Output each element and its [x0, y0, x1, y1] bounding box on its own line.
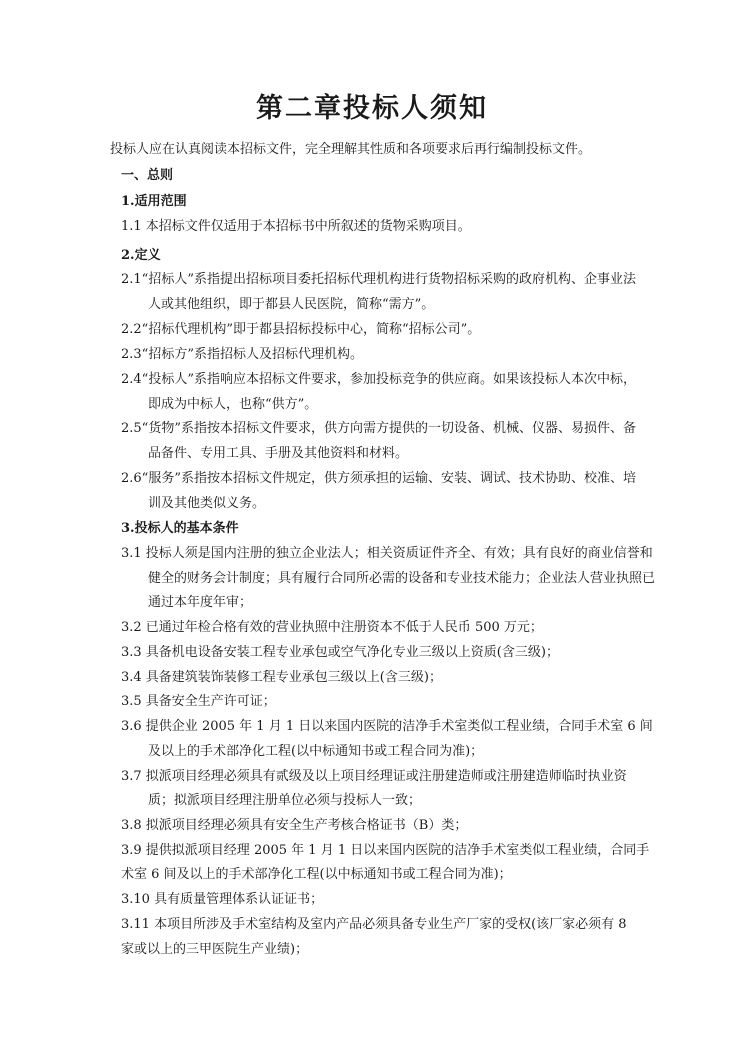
clause-3-1-line3: 通过本年度年审；	[148, 595, 253, 610]
clause-2-4-line2: 即成为中标人，也称“供方”。	[148, 397, 318, 412]
clause-3-5: 3.5 具备安全生产许可证；	[121, 694, 276, 709]
section-general-heading: 一、总则	[121, 168, 174, 183]
clause-3-11-line2: 家或以上的三甲医院生产业绩)；	[121, 942, 309, 957]
clause-3-9-line1: 3.9 提供拟派项目经理 2005 年 1 月 1 日以来国内医院的洁净手术室类似工程业绩，合同手	[121, 843, 650, 858]
clause-2-6-line1: 2.6“服务”系指按本招标文件规定，供方须承担的运输、安装、调试、技术协助、校准、培	[121, 471, 636, 486]
clause-2-5-line1: 2.5“货物”系指按本招标文件要求，供方向需方提供的一切设备、机械、仪器、易损件、备	[121, 421, 636, 436]
clause-3-6-line2: 及以上的手术部净化工程(以中标通知书或工程合同为准)；	[148, 744, 484, 759]
intro-paragraph: 投标人应在认真阅读本招标文件，完全理解其性质和各项要求后再行编制投标文件。	[110, 142, 592, 157]
clause-2-3: 2.3“招标方”系指招标人及招标代理机构。	[121, 347, 363, 362]
clause-3-3: 3.3 具备机电设备安装工程专业承包或空气净化专业三级以上资质(含三级)；	[121, 645, 559, 660]
clause-1-1: 1.1 本招标文件仅适用于本招标书中所叙述的货物采购项目。	[121, 219, 471, 234]
clause-3-6-line1: 3.6 提供企业 2005 年 1 月 1 日以来国内医院的洁净手术室类似工程业绩，合同手术室 6 间	[121, 719, 653, 734]
clause-2-6-line2: 训及其他类似义务。	[148, 496, 266, 511]
clause-3-8: 3.8 拟派项目经理必须具有安全生产考核合格证书（B）类；	[121, 818, 468, 833]
clause-2-5-line2: 品备件、专用工具、手册及其他资料和材料。	[148, 446, 409, 461]
clause-3-2: 3.2 已通过年检合格有效的营业执照中注册资本不低于人民币 500 万元；	[121, 620, 543, 635]
clause-3-10: 3.10 具有质量管理体系认证证书；	[121, 892, 324, 907]
clause-2-4-line1: 2.4“投标人”系指响应本招标文件要求，参加投标竞争的供应商。如果该投标人本次中标，	[121, 372, 636, 387]
heading-scope: 1.适用范围	[121, 194, 187, 209]
clause-3-7-line2: 质；拟派项目经理注册单位必须与投标人一致；	[148, 793, 422, 808]
clause-3-7-line1: 3.7 拟派项目经理必须具有贰级及以上项目经理证或注册建造师或注册建造师临时执业资	[121, 769, 627, 784]
clause-2-1-line1: 2.1“招标人”系指提出招标项目委托招标代理机构进行货物招标采购的政府机构、企事业法	[121, 272, 636, 287]
clause-3-9-line2: 术室 6 间及以上的手术部净化工程(以中标通知书或工程合同为准)；	[121, 867, 512, 882]
clause-3-1-line2: 健全的财务会计制度；具有履行合同所必需的设备和专业技术能力；企业法人营业执照已	[148, 571, 656, 586]
heading-basic-conditions: 3.投标人的基本条件	[121, 521, 239, 536]
heading-definitions: 2.定义	[121, 248, 161, 263]
clause-2-1-line2: 人或其他组织，即于都县人民医院，简称“需方”。	[148, 297, 435, 312]
clause-3-1-line1: 3.1 投标人须是国内注册的独立企业法人；相关资质证件齐全、有效；具有良好的商业信誉和	[121, 546, 653, 561]
clause-3-4: 3.4 具备建筑装饰装修工程专业承包三级以上(含三级)；	[121, 670, 442, 685]
clause-3-11-line1: 3.11 本项目所涉及手术室结构及室内产品必须具备专业生产厂家的受权(该厂家必须有 8	[121, 917, 627, 932]
page-title: 第二章投标人须知	[256, 93, 488, 124]
clause-2-2: 2.2“招标代理机构”即于都县招标投标中心，简称“招标公司”。	[121, 322, 481, 337]
